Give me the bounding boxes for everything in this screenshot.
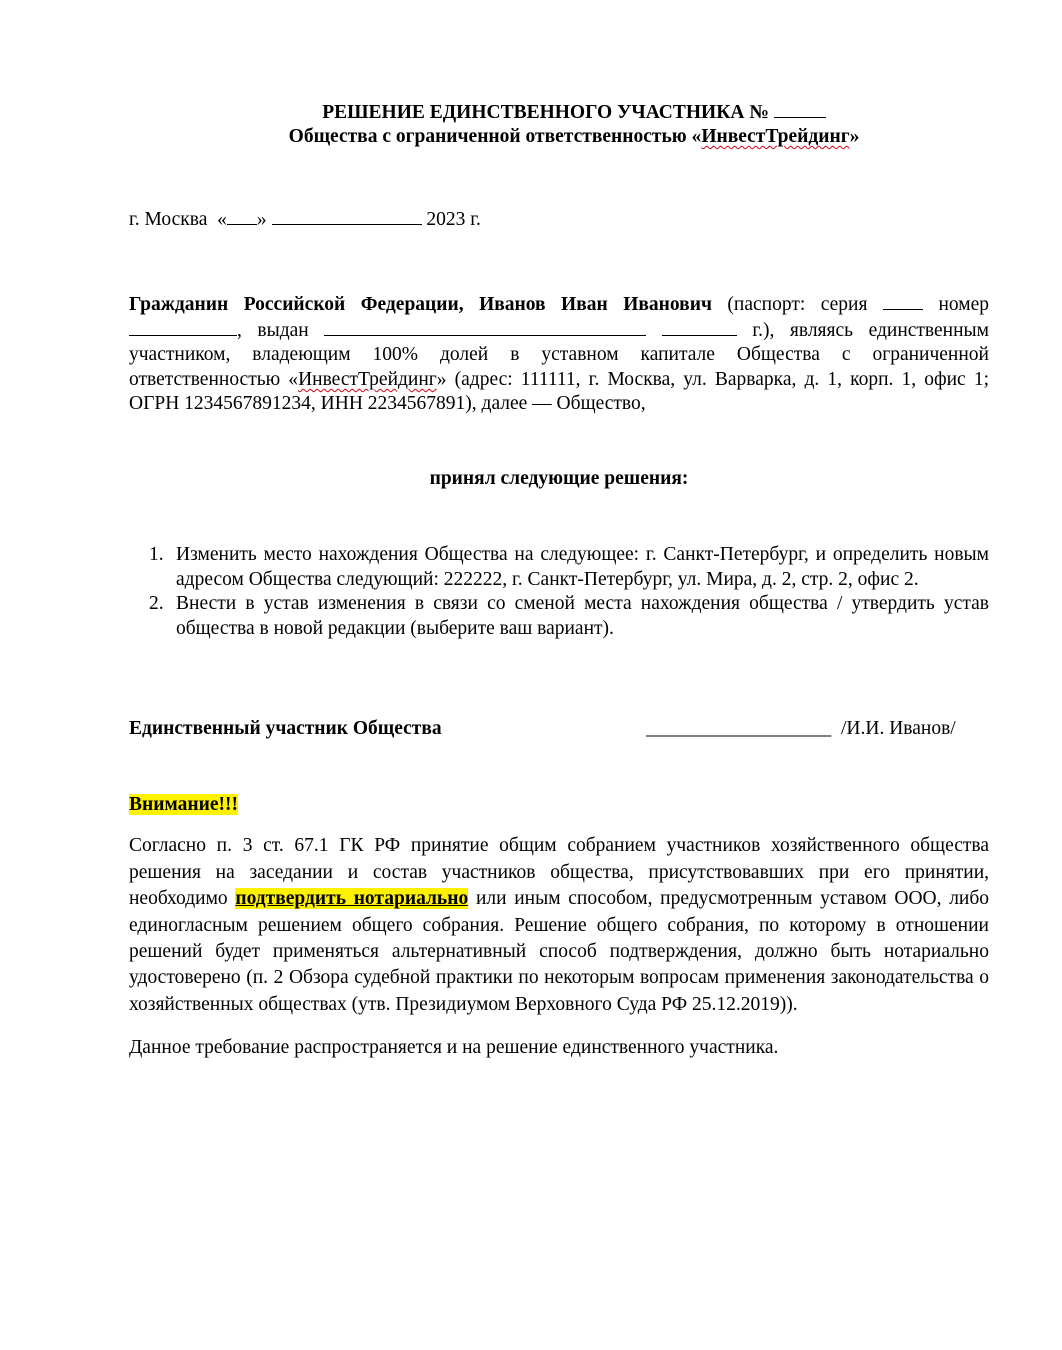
item-number: 2.: [149, 593, 164, 615]
document-body: [129, 100, 989, 1060]
list-item: [129, 543, 989, 592]
intro-text: г.), являясь единственным участником, владеющим 100% долей в уставном капитале Общества с ограниченной ответственностью «: [129, 319, 989, 390]
item-number: 1.: [149, 543, 164, 565]
open-quote: «: [217, 209, 227, 230]
item-text: Внести в устав изменения в связи со сменой места нахождения общества / утвердить устав общества в новой редакции (выберите ваш вариант).: [176, 593, 989, 639]
intro-tail: » (адрес: 111111, г. Москва, ул. Варварка, д. 1, корп. 1, офис 1; ОГРН 1234567891234, ИНН 2234567891), далее — Общество,: [129, 368, 989, 415]
item-text: Изменить место нахождения Общества на следующее: г. Санкт-Петербург, и определить новым адресом Общества следующий: 222222, г. Санкт-Петербург, ул. Мира, д. 2, стр. 2, офис 2.: [176, 543, 989, 590]
company-name-inline: ИнвестТрейдинг: [298, 368, 437, 390]
attention-label: [129, 793, 989, 817]
note-text-part1: Согласно п. 3 ст. 67.1 ГК РФ принятие общим собранием участников хозяйственного общества решения на заседании и состав участников общества, присутствовавших при его принятии, необходимо: [129, 835, 989, 910]
decisions-heading: принял следующие решения:: [429, 467, 689, 489]
subtitle-suffix: »: [849, 126, 860, 147]
title-text: РЕШЕНИЕ ЕДИНСТВЕННОГО УЧАСТНИКА №: [322, 102, 769, 123]
number-blank: [774, 100, 826, 118]
issued-by-blank: [324, 318, 646, 336]
note-paragraph: [129, 833, 989, 1018]
signature-row: [129, 717, 989, 741]
note-requirement: Данное требование распространяется и на решение единственного участника.: [129, 1037, 779, 1059]
subtitle-prefix: Общества с ограниченной ответственностью «: [288, 126, 702, 147]
signatory-name: /И.И. Иванов/: [841, 718, 956, 740]
decisions-list: [129, 543, 989, 641]
attention-text: Внимание!!!: [129, 794, 238, 816]
signature-right: [646, 717, 956, 741]
participant-name: Гражданин Российской Федерации, Иванов Иван Иванович: [129, 294, 712, 315]
signature-label: Единственный участник Общества: [129, 718, 442, 740]
issued-date-blank: [662, 318, 737, 336]
intro-paragraph: [129, 292, 989, 417]
passport-label: (паспорт: серия: [727, 294, 868, 315]
document-title: [129, 100, 989, 149]
city: г. Москва: [129, 209, 208, 230]
issued-label: , выдан: [237, 319, 309, 341]
title-line: [159, 100, 989, 125]
passport-series-blank: [883, 292, 923, 310]
year: 2023 г.: [426, 209, 481, 230]
place-date-line: [129, 207, 989, 232]
month-blank: [272, 207, 422, 225]
highlighted-text: подтвердить нотариально: [235, 888, 469, 910]
number-label: номер: [938, 294, 989, 315]
note-text-part2: или иным способом, предусмотренным уставом ООО, либо единогласным решением общего собрания. Решение общего собрания, по которому в отношении решений будет применяться альтернативный способ подтверждения, должно быть нотариально удостоверено (п. 2 Обзора судебной практики по некоторым вопросам применения законодательства о хозяйственных обществах (утв. Президиумом Верховного Суда РФ 25.12.2019)).: [129, 888, 990, 1015]
list-item: [129, 592, 989, 641]
subtitle-line: [159, 125, 989, 149]
passport-number-blank: [129, 318, 237, 336]
company-name: ИнвестТрейдинг: [701, 126, 850, 147]
day-blank: [227, 207, 257, 225]
close-quote: »: [256, 209, 267, 230]
signature-line: ___________________: [646, 718, 832, 740]
